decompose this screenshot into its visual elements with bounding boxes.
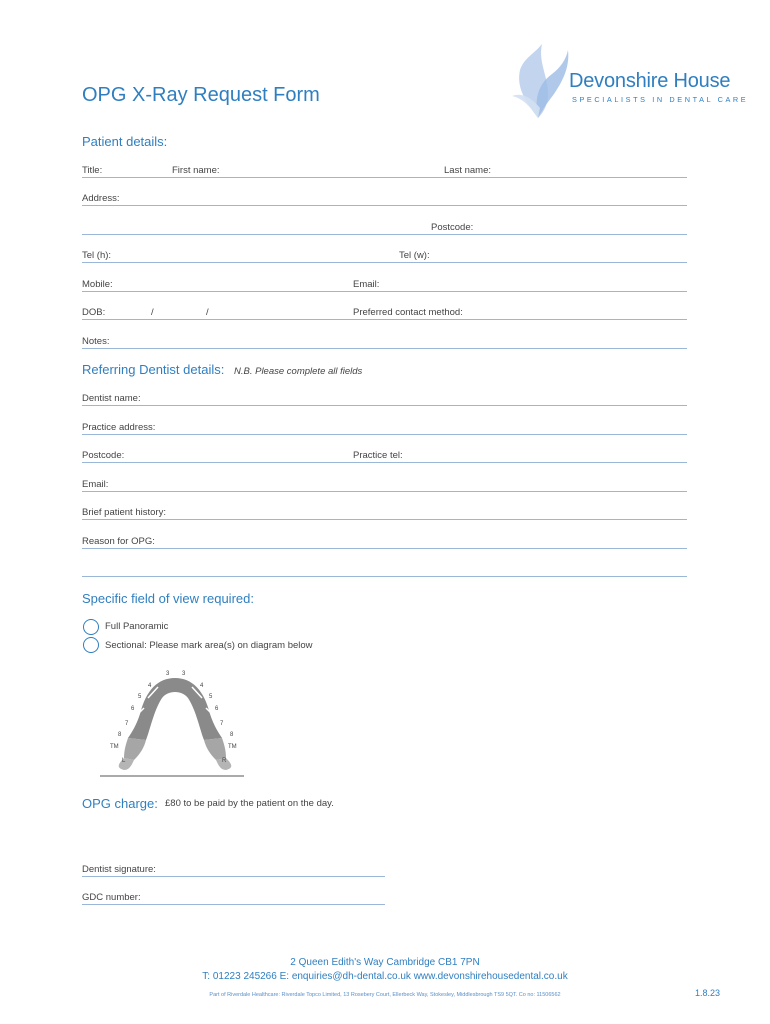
brand-name: Devonshire House: [569, 70, 731, 92]
dob-label: DOB:: [82, 307, 106, 318]
side-right-label: R: [222, 758, 227, 764]
dob-field-line[interactable]: [82, 319, 687, 320]
gdc-number-line[interactable]: [82, 904, 385, 905]
mobile-label: Mobile:: [82, 279, 113, 290]
patient-details-heading: Patient details:: [82, 134, 168, 149]
practice-tel-label: Practice tel:: [353, 450, 403, 461]
field-of-view-heading: Specific field of view required:: [82, 591, 254, 606]
side-left-label: L: [122, 758, 126, 764]
tooth-number: 7: [220, 721, 224, 727]
butterfly-logo-icon: [508, 40, 570, 122]
tooth-number: 6: [215, 706, 219, 712]
name-field-line[interactable]: [82, 177, 687, 178]
tooth-number: 4: [200, 683, 204, 689]
opg-charge-heading: OPG charge:: [82, 796, 158, 811]
last-name-label: Last name:: [444, 165, 491, 176]
tooth-number: 5: [209, 694, 213, 700]
dentist-name-label: Dentist name:: [82, 393, 141, 404]
reason-line-2[interactable]: [82, 576, 687, 577]
tel-home-label: Tel (h):: [82, 250, 112, 261]
tooth-number: 5: [138, 694, 142, 700]
tooth-number: 8: [230, 732, 234, 738]
reason-label: Reason for OPG:: [82, 536, 155, 547]
footer-contact: T: 01223 245266 E: enquiries@dh-dental.co.uk www.devonshirehousedental.co.uk: [202, 971, 568, 982]
tmj-label: TM: [110, 744, 119, 750]
title-label: Title:: [82, 165, 103, 176]
full-panoramic-radio[interactable]: [83, 619, 99, 635]
practice-postcode-line[interactable]: [82, 462, 687, 463]
tel-work-label: Tel (w):: [399, 250, 430, 261]
opg-charge-text: £80 to be paid by the patient on the day.: [165, 798, 334, 809]
email-label: Email:: [353, 279, 380, 290]
dentist-postcode-label: Postcode:: [82, 450, 125, 461]
practice-address-label: Practice address:: [82, 422, 156, 433]
practice-address-line[interactable]: [82, 434, 687, 435]
gdc-number-label: GDC number:: [82, 892, 141, 903]
full-panoramic-label: Full Panoramic: [105, 621, 169, 632]
dental-arch-diagram[interactable]: [100, 660, 250, 782]
dentist-name-line[interactable]: [82, 405, 687, 406]
postcode-label: Postcode:: [431, 222, 474, 233]
dob-separator: /: [151, 307, 154, 318]
notes-field-line[interactable]: [82, 348, 687, 349]
form-title: OPG X-Ray Request Form: [82, 84, 320, 106]
sectional-label: Sectional: Please mark area(s) on diagram below: [105, 640, 313, 651]
tmj-label: TM: [228, 744, 237, 750]
mobile-email-field-line[interactable]: [82, 291, 687, 292]
address-field-line[interactable]: [82, 205, 687, 206]
postcode-field-line[interactable]: [82, 234, 687, 235]
tel-field-line[interactable]: [82, 262, 687, 263]
notes-label: Notes:: [82, 336, 110, 347]
tooth-number: 8: [118, 732, 122, 738]
dob-separator: /: [206, 307, 209, 318]
tooth-number: 7: [125, 721, 129, 727]
tooth-number: 4: [148, 683, 152, 689]
signature-line[interactable]: [82, 876, 385, 877]
tooth-number: 3: [182, 671, 186, 677]
tooth-number: 3: [166, 671, 170, 677]
version-number: 1.8.23: [695, 988, 721, 998]
dentist-email-label: Email:: [82, 479, 109, 490]
first-name-label: First name:: [172, 165, 220, 176]
brand-tagline: SPECIALISTS IN DENTAL CARE: [572, 95, 749, 104]
reason-line[interactable]: [82, 548, 687, 549]
sectional-radio[interactable]: [83, 637, 99, 653]
dentist-email-line[interactable]: [82, 491, 687, 492]
address-label: Address:: [82, 193, 120, 204]
history-line[interactable]: [82, 519, 687, 520]
history-label: Brief patient history:: [82, 507, 166, 518]
footer-address: 2 Queen Edith's Way Cambridge CB1 7PN: [290, 957, 480, 968]
contact-method-label: Preferred contact method:: [353, 307, 463, 318]
dentist-signature-label: Dentist signature:: [82, 864, 156, 875]
footer-legal: Part of Riverdale Healthcare: Riverdale Topco Limited, 13 Rosebery Court, Ellerbeck Way, Stokesley, Middlesbrough TS9 5QT. Co no: 11506562: [209, 992, 561, 998]
dentist-details-heading: Referring Dentist details:: [82, 362, 225, 377]
dentist-note: N.B. Please complete all fields: [234, 366, 363, 377]
tooth-number: 6: [131, 706, 135, 712]
